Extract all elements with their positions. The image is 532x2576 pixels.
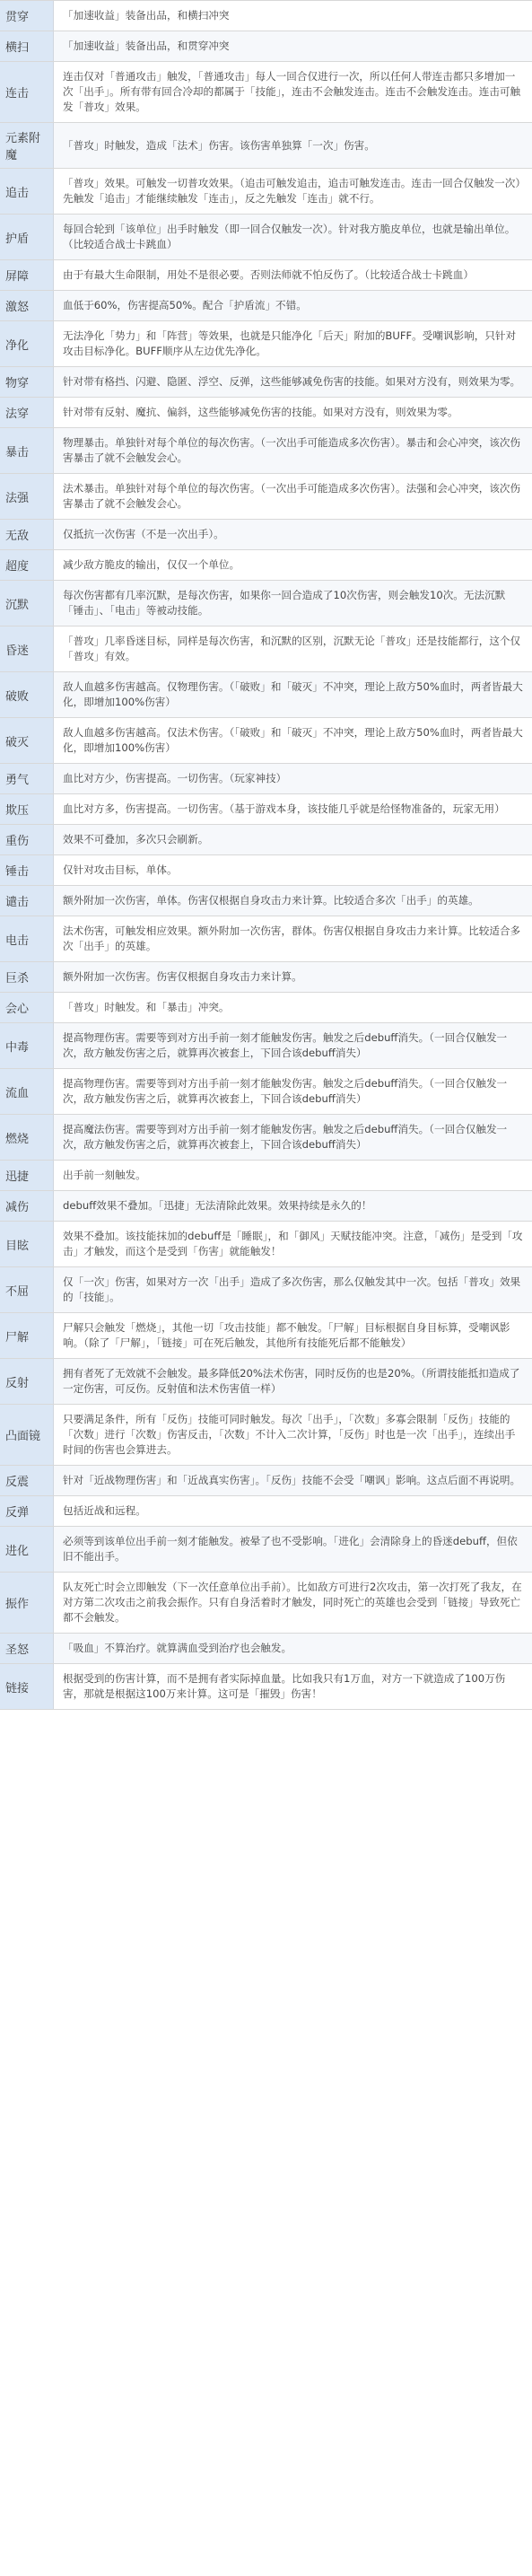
term-label: 昏迷: [0, 626, 54, 671]
term-description: 血比对方多，伤害提高。一切伤害。（基于游戏本身，该技能几乎就是给怪物准备的，玩家无用）: [54, 794, 532, 824]
table-row: [0, 794, 532, 825]
table-row: [0, 31, 532, 62]
term-description: 提高魔法伤害。需要等到对方出手前一刻才能触发伤害。触发之后debuff消失。（一回合仅触发一次，敌方触发伤害之后，就算再次被套上，下回合该debuff消失）: [54, 1115, 532, 1160]
term-description: 敌人血越多伤害越高。仅法术伤害。（「破败」和「破灭」不冲突，理论上敌方50%血时，两者皆最大化，即增加100%伤害）: [54, 718, 532, 763]
term-description: 出手前一刻触发。: [54, 1161, 532, 1190]
table-row: [0, 1023, 532, 1069]
term-label: 链接: [0, 1664, 54, 1709]
term-description: 针对带有反射、魔抗、偏斜，这些能够减免伤害的技能。如果对方没有，则效果为零。: [54, 398, 532, 427]
term-label: 目眩: [0, 1222, 54, 1266]
table-row: [0, 1573, 532, 1634]
term-label: 物穿: [0, 367, 54, 397]
term-label: 燃烧: [0, 1115, 54, 1160]
term-label: 不屈: [0, 1267, 54, 1312]
table-row: [0, 1359, 532, 1405]
table-row: [0, 962, 532, 993]
term-description: 血低于60%，伤害提高50%。配合「护盾流」不错。: [54, 291, 532, 320]
term-label: 屏障: [0, 260, 54, 290]
term-description: 「加速收益」装备出品，和贯穿冲突: [54, 31, 532, 61]
term-label: 净化: [0, 321, 54, 366]
term-description: 拥有者死了无效就不会触发。最多降低20%法术伤害，同时反伤的也是20%。（所谓技能抵扣造成了一定伤害，可反伤。反射值和法术伤害值一样）: [54, 1359, 532, 1404]
table-row: [0, 855, 532, 886]
table-row: [0, 291, 532, 321]
term-label: 沉默: [0, 581, 54, 626]
term-label: 勇气: [0, 764, 54, 793]
term-label: 法强: [0, 474, 54, 519]
table-row: [0, 1634, 532, 1664]
term-description: 「普攻」时触发，造成「法术」伤害。该伤害单独算「一次」伤害。: [54, 123, 532, 168]
term-description: 减少敌方脆皮的输出，仅仅一个单位。: [54, 550, 532, 580]
term-description: 法术伤害，可触发相应效果。额外附加一次伤害，群体。伤害仅根据自身攻击力来计算。比较适合多次「出手」的英雄。: [54, 916, 532, 961]
table-row: [0, 260, 532, 291]
term-label: 会心: [0, 993, 54, 1022]
table-row: [0, 626, 532, 672]
term-description: 「普攻」时触发。和「暴击」冲突。: [54, 993, 532, 1022]
table-row: [0, 215, 532, 260]
term-label: 护盾: [0, 215, 54, 259]
term-description: 包括近战和远程。: [54, 1496, 532, 1526]
term-description: 提高物理伤害。需要等到对方出手前一刻才能触发伤害。触发之后debuff消失。（一回合仅触发一次，敌方触发伤害之后，就算再次被套上，下回合该debuff消失）: [54, 1023, 532, 1068]
table-row: [0, 1405, 532, 1466]
table-row: [0, 550, 532, 581]
term-description: 敌人血越多伤害越高。仅物理伤害。（「破败」和「破灭」不冲突，理论上敌方50%血时，两者皆最大化，即增加100%伤害）: [54, 672, 532, 717]
term-label: 进化: [0, 1527, 54, 1572]
table-row: [0, 62, 532, 123]
table-row: [0, 428, 532, 474]
term-label: 尸解: [0, 1313, 54, 1358]
term-label: 锤击: [0, 855, 54, 885]
table-row: [0, 672, 532, 718]
term-label: 圣怒: [0, 1634, 54, 1663]
term-description: 效果不叠加。该技能抹加的debuff是「睡眠」，和「御风」天赋技能冲突。注意，「减伤」是受到「攻击」才触发，而这个是受到「伤害」就能触发！: [54, 1222, 532, 1266]
term-label: 电击: [0, 916, 54, 961]
table-row: [0, 123, 532, 169]
term-description: 每回合轮到「该单位」出手时触发（即一回合仅触发一次）。针对我方脆皮单位，也就是输出单位。（比较适合战士卡跳血）: [54, 215, 532, 259]
table-row: [0, 993, 532, 1023]
term-label: 追击: [0, 169, 54, 214]
term-label: 横扫: [0, 31, 54, 61]
term-description: 由于有最大生命限制，用处不是很必要。否则法师就不怕反伤了。（比较适合战士卡跳血）: [54, 260, 532, 290]
term-label: 破灭: [0, 718, 54, 763]
table-row: [0, 520, 532, 550]
term-label: 暴击: [0, 428, 54, 473]
term-label: 迅捷: [0, 1161, 54, 1190]
term-label: 超度: [0, 550, 54, 580]
table-row: [0, 1191, 532, 1222]
term-label: 凸面镜: [0, 1405, 54, 1465]
term-description: 仅「一次」伤害，如果对方一次「出手」造成了多次伤害，那么仅触发其中一次。包括「普攻」效果的「技能」。: [54, 1267, 532, 1312]
table-row: [0, 1664, 532, 1710]
term-description: 只要满足条件，所有「反伤」技能可同时触发。每次「出手」，「次数」多寡会限制「反伤」技能的「次数」进行「次数」伤害反击，「次数」不计入二次计算，「反伤」时也是一次「出手」，连续出手时间的伤害也会算进去。: [54, 1405, 532, 1465]
table-row: [0, 1161, 532, 1191]
term-description: 法术暴击。单独针对每个单位的每次伤害。（一次出手可能造成多次伤害）。法强和会心冲突，该次伤害暴击了就不会触发会心。: [54, 474, 532, 519]
term-description: 血比对方少，伤害提高。一切伤害。（玩家神技）: [54, 764, 532, 793]
term-label: 破败: [0, 672, 54, 717]
term-label: 减伤: [0, 1191, 54, 1221]
table-row: [0, 321, 532, 367]
table-row: [0, 1496, 532, 1527]
table-row: [0, 1313, 532, 1359]
term-label: 反震: [0, 1466, 54, 1495]
term-label: 反射: [0, 1359, 54, 1404]
term-label: 连击: [0, 62, 54, 122]
table-row: [0, 1, 532, 31]
table-row: [0, 825, 532, 855]
table-row: [0, 1527, 532, 1573]
term-description: 「加速收益」装备出品，和横扫冲突: [54, 1, 532, 31]
term-description: 尸解只会触发「燃烧」，其他一切「攻击技能」都不触发。「尸解」目标根据自身目标算，受嘲讽影响。（除了「尸解」，「链接」可在死后触发，其他所有技能死后都不能触发）: [54, 1313, 532, 1358]
term-label: 中毒: [0, 1023, 54, 1068]
term-description: 必须等到该单位出手前一刻才能触发。被晕了也不受影响。「进化」会清除身上的昏迷debuff，但依旧不能出手。: [54, 1527, 532, 1572]
term-description: 提高物理伤害。需要等到对方出手前一刻才能触发伤害。触发之后debuff消失。（一回合仅触发一次，敌方触发伤害之后，就算再次被套上，下回合该debuff消失）: [54, 1069, 532, 1114]
term-description: 效果不可叠加，多次只会刷新。: [54, 825, 532, 854]
term-description: 连击仅对「普通攻击」触发，「普通攻击」每人一回合仅进行一次，所以任何人带连击都只多增加一次「出手」。所有带有回合冷却的都属于「技能」，连击不会触发连击。连击不会触发连击。连击可触发「普攻」效果。: [54, 62, 532, 122]
term-description: 每次伤害都有几率沉默，是每次伤害，如果你一回合造成了10次伤害，则会触发10次。无法沉默「锤击」、「电击」等被动技能。: [54, 581, 532, 626]
table-row: [0, 1115, 532, 1161]
table-row: [0, 398, 532, 428]
term-description: 针对「近战物理伤害」和「近战真实伤害」。「反伤」技能不会受「嘲讽」影响。这点后面不再说明。: [54, 1466, 532, 1495]
term-description: 仅抵抗一次伤害（不是一次出手）。: [54, 520, 532, 549]
term-description: 无法净化「势力」和「阵营」等效果，也就是只能净化「后天」附加的BUFF。受嘲讽影响，只针对攻击目标净化。BUFF顺序从左边优先净化。: [54, 321, 532, 366]
term-label: 贯穿: [0, 1, 54, 31]
table-row: [0, 1069, 532, 1115]
table-row: [0, 581, 532, 626]
table-row: [0, 916, 532, 962]
term-description: 物理暴击。单独针对每个单位的每次伤害。（一次出手可能造成多次伤害）。暴击和会心冲突，该次伤害暴击了就不会触发会心。: [54, 428, 532, 473]
term-label: 激怒: [0, 291, 54, 320]
term-label: 重伤: [0, 825, 54, 854]
table-row: [0, 367, 532, 398]
term-description: 仅针对攻击目标，单体。: [54, 855, 532, 885]
term-label: 法穿: [0, 398, 54, 427]
table-row: [0, 1222, 532, 1267]
table-row: [0, 764, 532, 794]
table-row: [0, 169, 532, 215]
term-label: 无敌: [0, 520, 54, 549]
term-description: debuff效果不叠加。「迅捷」无法清除此效果。效果持续是永久的！: [54, 1191, 532, 1221]
term-description: 「普攻」几率昏迷目标，同样是每次伤害，和沉默的区别，沉默无论「普攻」还是技能都行，这个仅「普攻」有效。: [54, 626, 532, 671]
table-row: [0, 1267, 532, 1313]
table-row: [0, 1466, 532, 1496]
term-description: 针对带有格挡、闪避、隐匿、浮空、反弹，这些能够减免伤害的技能。如果对方没有，则效果为零。: [54, 367, 532, 397]
term-label: 反弹: [0, 1496, 54, 1526]
term-description: 根据受到的伤害计算，而不是拥有者实际掉血量。比如我只有1万血，对方一下就造成了100万伤害，那就是根据这100万来计算。这可是「摧毁」伤害！: [54, 1664, 532, 1709]
table-row: [0, 718, 532, 764]
table-row: [0, 474, 532, 520]
term-label: 欺压: [0, 794, 54, 824]
term-description: 额外附加一次伤害，单体。伤害仅根据自身攻击力来计算。比较适合多次「出手」的英雄。: [54, 886, 532, 916]
term-label: 振作: [0, 1573, 54, 1633]
term-description: 「普攻」效果。可触发一切普攻效果。（追击可触发追击，追击可触发连击。连击一回合仅触发一次）先触发「追击」才能继续触发「连击」，反之先触发「连击」就不行。: [54, 169, 532, 214]
table-row: [0, 886, 532, 916]
term-description: 队友死亡时会立即触发（下一次任意单位出手前）。比如敌方可进行2次攻击，第一次打死了我友，在对方第二次攻击之前我会振作。只有自身活着时才触发，同时死亡的英雄也会受到「链接」导致死亡都不会触发。: [54, 1573, 532, 1633]
term-label: 谴击: [0, 886, 54, 916]
term-label: 巨杀: [0, 962, 54, 992]
term-description: 额外附加一次伤害。伤害仅根据自身攻击力来计算。: [54, 962, 532, 992]
term-description: 「吸血」不算治疗。就算满血受到治疗也会触发。: [54, 1634, 532, 1663]
term-label: 元素附魔: [0, 123, 54, 168]
term-label: 流血: [0, 1069, 54, 1114]
